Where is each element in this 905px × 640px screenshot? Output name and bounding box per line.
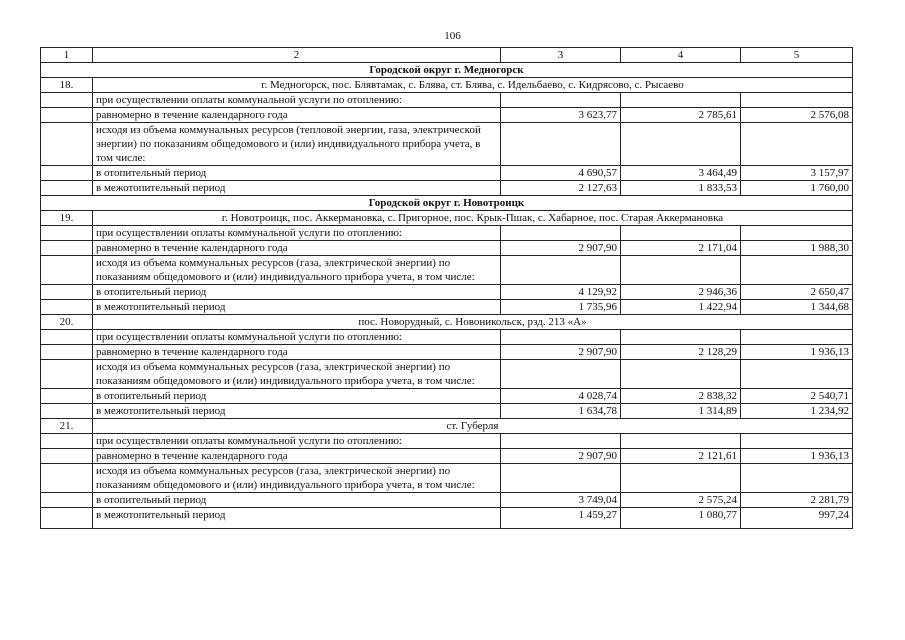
value-cell — [741, 93, 853, 108]
empty-cell — [41, 330, 93, 345]
row-label: исходя из объема коммунальных ресурсов (газа, электрической энергии) по показаниям общедомового и (или) индивидуального прибора учета, в том числе: — [93, 464, 501, 493]
tariff-row — [41, 108, 853, 123]
value-cell: 2 127,63 — [501, 181, 621, 196]
empty-cell — [41, 241, 93, 256]
value-cell: 2 785,61 — [621, 108, 741, 123]
tariff-row — [41, 123, 853, 166]
row-label: исходя из объема коммунальных ресурсов (тепловой энергии, газа, электрической энергии) по показаниям общедомового и (или) индивидуального прибора учета, в том числе: — [93, 123, 501, 166]
tariff-row — [41, 226, 853, 241]
tariff-row — [41, 181, 853, 196]
empty-cell — [41, 256, 93, 285]
section-row — [41, 196, 853, 211]
value-cell: 1 735,96 — [501, 300, 621, 315]
value-cell: 1 760,00 — [741, 181, 853, 196]
tariff-row — [41, 166, 853, 181]
value-cell: 3 749,04 — [501, 493, 621, 508]
tariff-row — [41, 330, 853, 345]
empty-cell — [41, 464, 93, 493]
row-label: в отопительный период — [93, 166, 501, 181]
value-cell — [741, 434, 853, 449]
row-label: при осуществлении оплаты коммунальной услуги по отоплению: — [93, 330, 501, 345]
empty-cell — [41, 108, 93, 123]
header-cell: 5 — [741, 48, 853, 63]
row-label: в отопительный период — [93, 493, 501, 508]
row-label: исходя из объема коммунальных ресурсов (газа, электрической энергии) по показаниям общедомового и (или) индивидуального прибора учета, в том числе: — [93, 256, 501, 285]
value-cell — [501, 93, 621, 108]
row-number: 20. — [41, 315, 93, 330]
place-name: г. Новотроицк, пос. Аккермановка, с. Пригорное, пос. Крык-Пшак, с. Хабарное, пос. Старая Аккермановка — [93, 211, 853, 226]
value-cell — [621, 93, 741, 108]
value-cell: 4 690,57 — [501, 166, 621, 181]
page-number: 106 — [444, 30, 461, 42]
empty-cell — [41, 300, 93, 315]
value-cell — [501, 464, 621, 493]
empty-cell — [41, 285, 93, 300]
value-cell — [621, 330, 741, 345]
tariff-table — [40, 47, 853, 529]
row-label: в межотопительный период — [93, 181, 501, 196]
value-cell: 3 623,77 — [501, 108, 621, 123]
row-number: 21. — [41, 419, 93, 434]
value-cell: 1 936,13 — [741, 345, 853, 360]
tariff-row — [41, 360, 853, 389]
place-row — [41, 419, 853, 434]
value-cell: 1 314,89 — [621, 404, 741, 419]
empty-cell — [41, 389, 93, 404]
header-cell: 2 — [93, 48, 501, 63]
value-cell — [501, 256, 621, 285]
row-label: равномерно в течение календарного года — [93, 449, 501, 464]
row-label: в отопительный период — [93, 285, 501, 300]
empty-cell — [41, 434, 93, 449]
value-cell: 2 838,32 — [621, 389, 741, 404]
value-cell: 2 281,79 — [741, 493, 853, 508]
header-cell: 3 — [501, 48, 621, 63]
value-cell: 2 540,71 — [741, 389, 853, 404]
row-label: в межотопительный период — [93, 300, 501, 315]
value-cell: 2 128,29 — [621, 345, 741, 360]
value-cell — [501, 123, 621, 166]
value-cell — [621, 226, 741, 241]
value-cell: 1 080,77 — [621, 508, 741, 529]
value-cell: 1 422,94 — [621, 300, 741, 315]
place-name: пос. Новорудный, с. Новоникольск, рзд. 213 «А» — [93, 315, 853, 330]
row-label: при осуществлении оплаты коммунальной услуги по отоплению: — [93, 226, 501, 241]
value-cell — [741, 330, 853, 345]
row-label: равномерно в течение календарного года — [93, 108, 501, 123]
place-name: ст. Губерля — [93, 419, 853, 434]
header-cell: 1 — [41, 48, 93, 63]
empty-cell — [41, 449, 93, 464]
tariff-row — [41, 508, 853, 529]
value-cell — [501, 434, 621, 449]
row-label: равномерно в течение календарного года — [93, 241, 501, 256]
value-cell: 1 459,27 — [501, 508, 621, 529]
empty-cell — [41, 404, 93, 419]
value-cell — [621, 256, 741, 285]
row-label: в межотопительный период — [93, 508, 501, 529]
row-label: при осуществлении оплаты коммунальной услуги по отоплению: — [93, 93, 501, 108]
value-cell: 2 576,08 — [741, 108, 853, 123]
header-row — [41, 48, 853, 63]
value-cell: 2 650,47 — [741, 285, 853, 300]
value-cell: 2 907,90 — [501, 345, 621, 360]
row-label: при осуществлении оплаты коммунальной услуги по отоплению: — [93, 434, 501, 449]
tariff-row — [41, 93, 853, 108]
empty-cell — [41, 166, 93, 181]
value-cell: 1 833,53 — [621, 181, 741, 196]
value-cell: 2 907,90 — [501, 449, 621, 464]
value-cell: 2 171,04 — [621, 241, 741, 256]
value-cell: 1 234,92 — [741, 404, 853, 419]
tariff-row — [41, 256, 853, 285]
value-cell — [501, 330, 621, 345]
value-cell: 1 936,13 — [741, 449, 853, 464]
empty-cell — [41, 493, 93, 508]
empty-cell — [41, 508, 93, 529]
value-cell — [501, 360, 621, 389]
empty-cell — [41, 360, 93, 389]
empty-cell — [41, 181, 93, 196]
tariff-row — [41, 345, 853, 360]
value-cell — [621, 464, 741, 493]
value-cell: 4 129,92 — [501, 285, 621, 300]
tariff-row — [41, 285, 853, 300]
header-cell: 4 — [621, 48, 741, 63]
value-cell — [741, 226, 853, 241]
tariff-row — [41, 404, 853, 419]
value-cell: 1 634,78 — [501, 404, 621, 419]
tariff-row — [41, 449, 853, 464]
empty-cell — [41, 345, 93, 360]
empty-cell — [41, 226, 93, 241]
value-cell — [741, 464, 853, 493]
value-cell: 4 028,74 — [501, 389, 621, 404]
section-title: Городской округ г. Медногорск — [41, 63, 853, 78]
value-cell: 2 575,24 — [621, 493, 741, 508]
value-cell: 997,24 — [741, 508, 853, 529]
value-cell — [741, 123, 853, 166]
value-cell — [621, 360, 741, 389]
value-cell — [501, 226, 621, 241]
row-label: в отопительный период — [93, 389, 501, 404]
value-cell — [621, 123, 741, 166]
place-row — [41, 315, 853, 330]
value-cell: 3 464,49 — [621, 166, 741, 181]
tariff-row — [41, 389, 853, 404]
tariff-row — [41, 464, 853, 493]
section-row — [41, 63, 853, 78]
place-row — [41, 211, 853, 226]
section-title: Городской округ г. Новотроицк — [41, 196, 853, 211]
value-cell: 3 157,97 — [741, 166, 853, 181]
value-cell — [621, 434, 741, 449]
tariff-row — [41, 241, 853, 256]
value-cell: 2 907,90 — [501, 241, 621, 256]
empty-cell — [41, 93, 93, 108]
tariff-row — [41, 300, 853, 315]
row-label: равномерно в течение календарного года — [93, 345, 501, 360]
value-cell: 2 946,36 — [621, 285, 741, 300]
value-cell — [741, 360, 853, 389]
tariff-row — [41, 434, 853, 449]
place-row — [41, 78, 853, 93]
value-cell: 2 121,61 — [621, 449, 741, 464]
place-name: г. Медногорск, пос. Блявтамак, с. Блява, ст. Блява, с. Идельбаево, с. Кидрясово, с. Рысаево — [93, 78, 853, 93]
row-label: исходя из объема коммунальных ресурсов (газа, электрической энергии) по показаниям общедомового и (или) индивидуального прибора учета, в том числе: — [93, 360, 501, 389]
empty-cell — [41, 123, 93, 166]
value-cell: 1 988,30 — [741, 241, 853, 256]
value-cell: 1 344,68 — [741, 300, 853, 315]
row-label: в межотопительный период — [93, 404, 501, 419]
row-number: 18. — [41, 78, 93, 93]
row-number: 19. — [41, 211, 93, 226]
tariff-row — [41, 493, 853, 508]
value-cell — [741, 256, 853, 285]
